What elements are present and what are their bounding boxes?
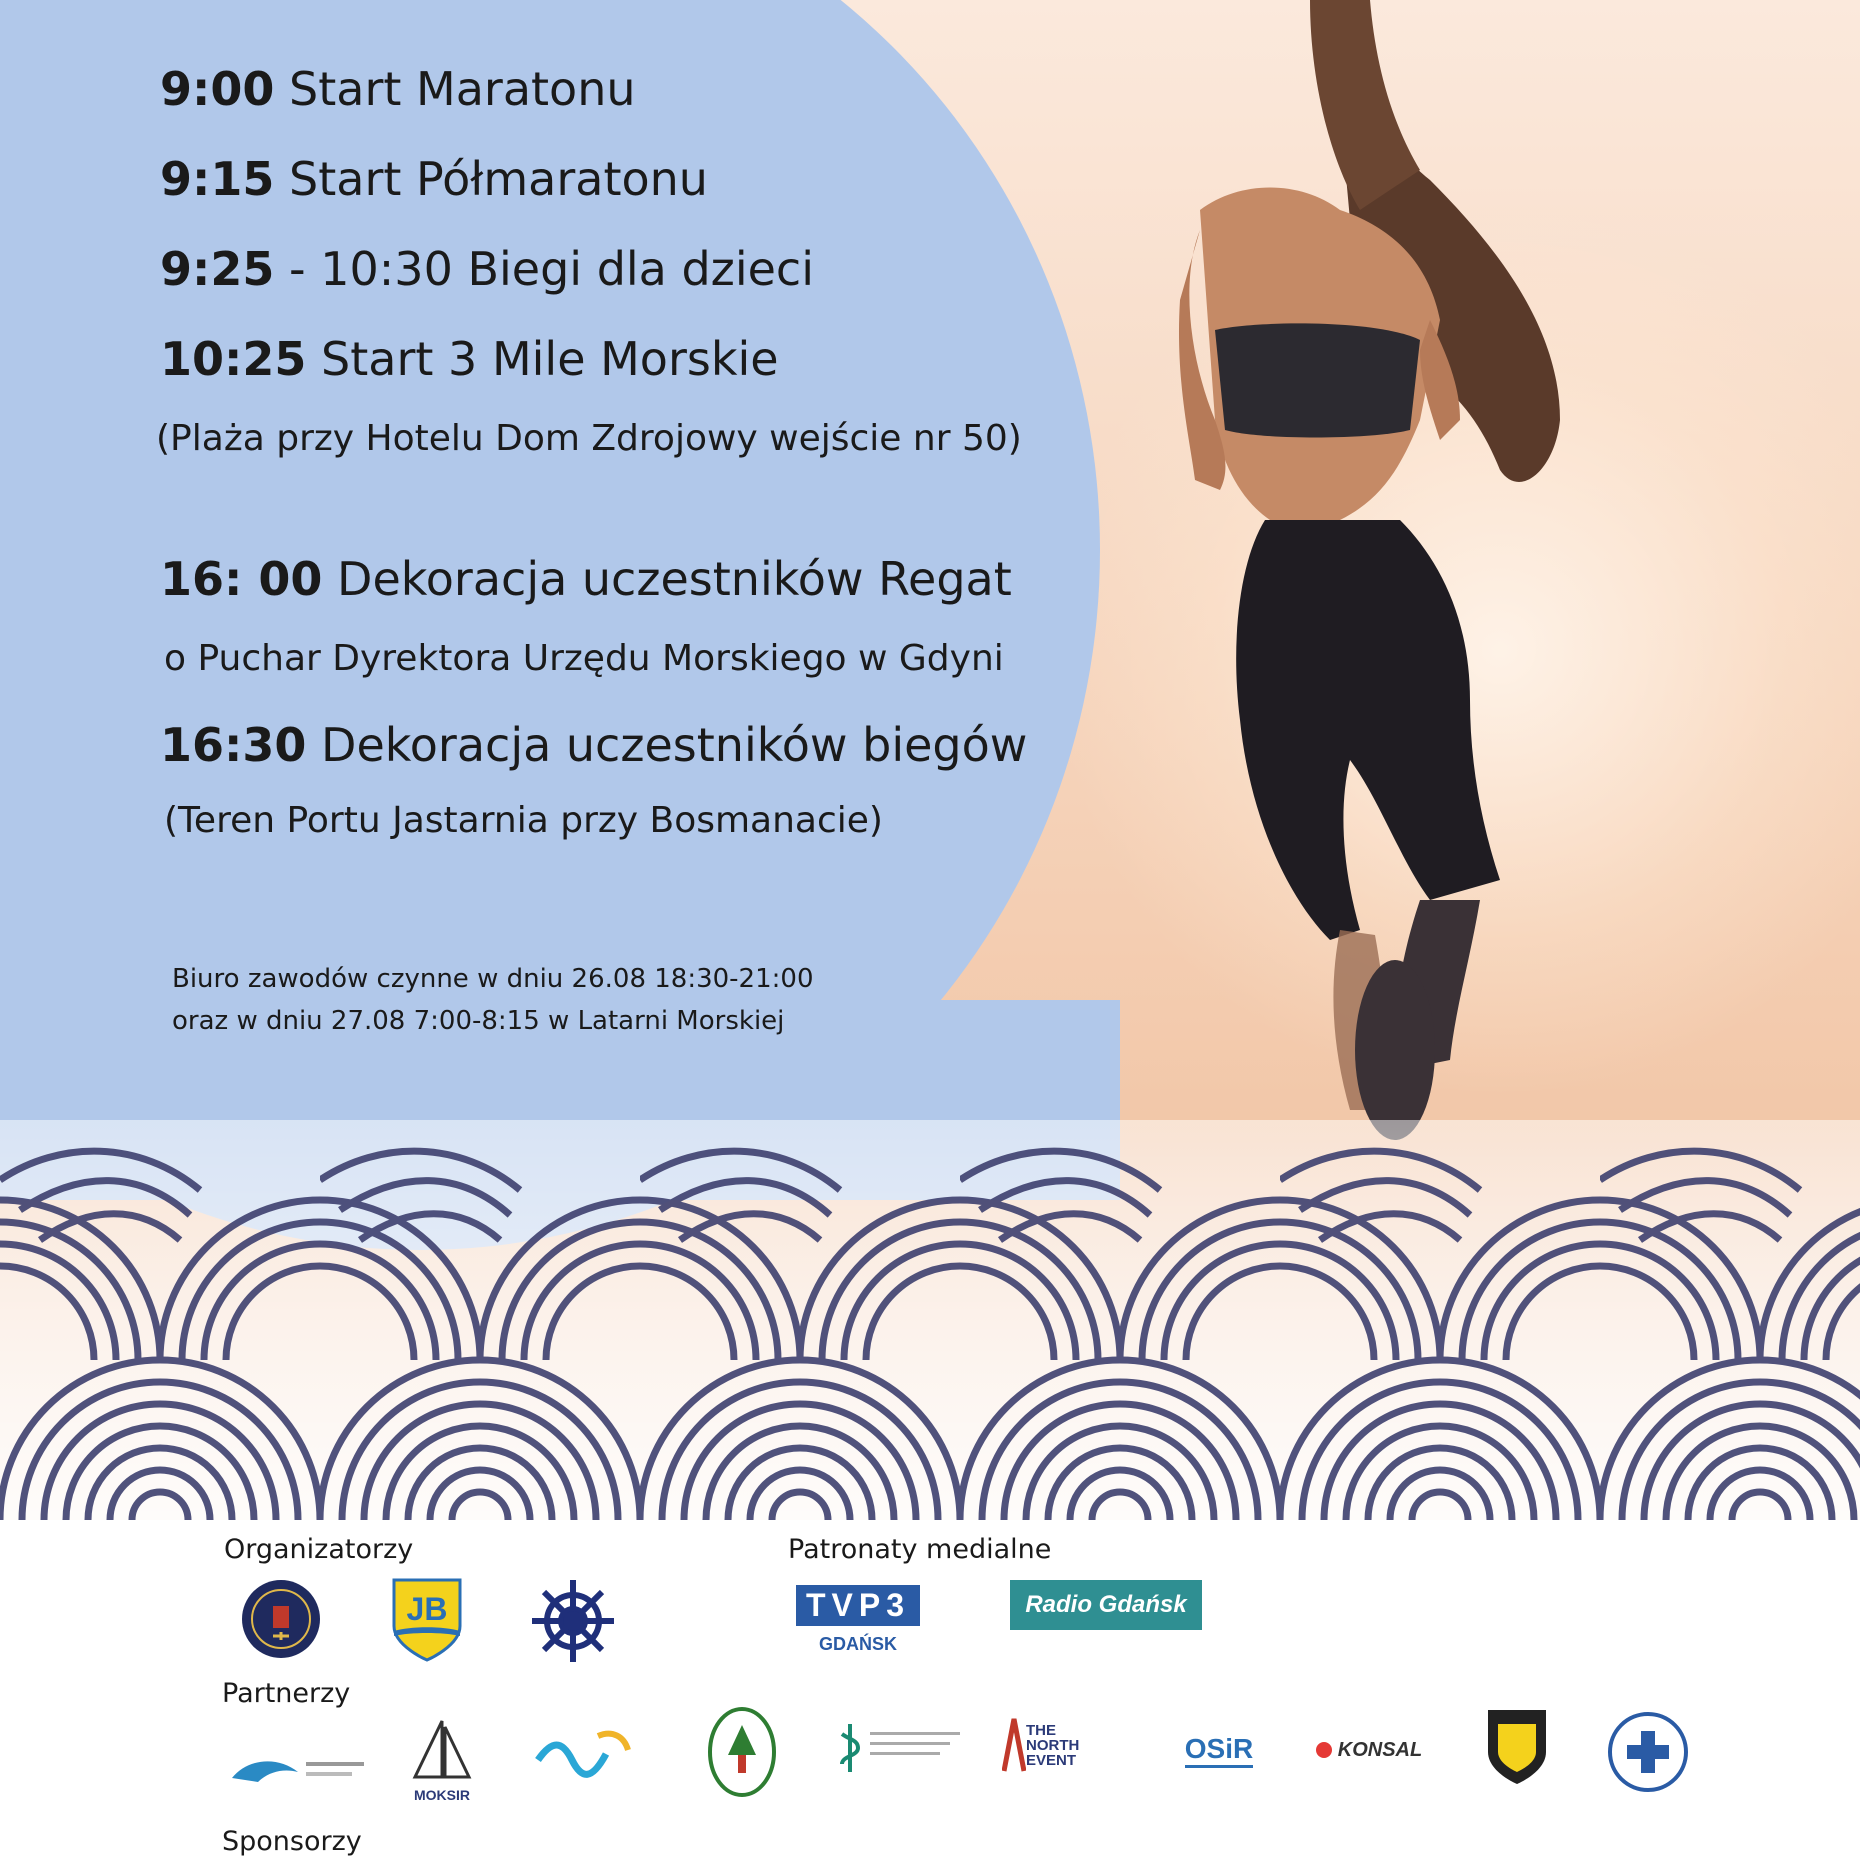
office-hours-line: oraz w dniu 27.08 7:00-8:15 w Latarni Morskiej bbox=[172, 1006, 785, 1036]
medical-college-logo bbox=[836, 1718, 966, 1778]
organizers-label: Organizatorzy bbox=[224, 1534, 414, 1565]
osir-logo: OSiR bbox=[1176, 1726, 1262, 1774]
wladyslawowo-logo bbox=[532, 1710, 642, 1800]
radio-gdansk-logo: Radio Gdańsk bbox=[1010, 1580, 1202, 1630]
konsal-logo: KONSAL bbox=[1304, 1726, 1434, 1774]
sponsors-section bbox=[0, 1520, 1860, 1860]
partners-label: Partnerzy bbox=[222, 1678, 351, 1709]
media-patrons-label: Patronaty medialne bbox=[788, 1534, 1052, 1565]
sponsors-label: Sponsorzy bbox=[222, 1826, 362, 1857]
jastarnia-coat-of-arms bbox=[390, 1576, 464, 1662]
fishing-union-logo bbox=[228, 1740, 368, 1800]
forestry-logo bbox=[706, 1704, 778, 1800]
north-event-logo: THE NORTH EVENT bbox=[1002, 1712, 1110, 1778]
schedule-location: (Plaża przy Hotelu Dom Zdrojowy wejście nr 50) bbox=[156, 418, 1022, 459]
maritime-office-logo bbox=[240, 1578, 322, 1660]
schedule-subtitle: o Puchar Dyrektora Urzędu Morskiego w Gdyni bbox=[164, 638, 1004, 679]
municipal-guard-badge bbox=[1482, 1704, 1552, 1788]
schedule-location: (Teren Portu Jastarnia przy Bosmanacie) bbox=[164, 800, 883, 841]
schedule-item: 16:30 Dekoracja uczestników biegów bbox=[160, 718, 1028, 772]
decorative-waves bbox=[0, 1120, 1860, 1520]
ship-wheel-logo bbox=[528, 1576, 618, 1666]
schedule-item: 16: 00 Dekoracja uczestników Regat bbox=[160, 552, 1012, 606]
office-hours-line: Biuro zawodów czynne w dniu 26.08 18:30-21:00 bbox=[172, 964, 814, 994]
schedule-item: 9:00 Start Maratonu bbox=[160, 62, 636, 116]
schedule-item: 9:25 - 10:30 Biegi dla dzieci bbox=[160, 242, 814, 296]
rescue-service-logo bbox=[1606, 1710, 1690, 1794]
tvp3-gdansk-logo: TVP3 GDAŃSK bbox=[774, 1568, 942, 1672]
moksir-logo: MOKSIR bbox=[400, 1706, 484, 1814]
schedule-item: 10:25 Start 3 Mile Morskie bbox=[160, 332, 779, 386]
svg-text:JB: JB bbox=[406, 1591, 448, 1627]
schedule-item: 9:15 Start Półmaratonu bbox=[160, 152, 708, 206]
